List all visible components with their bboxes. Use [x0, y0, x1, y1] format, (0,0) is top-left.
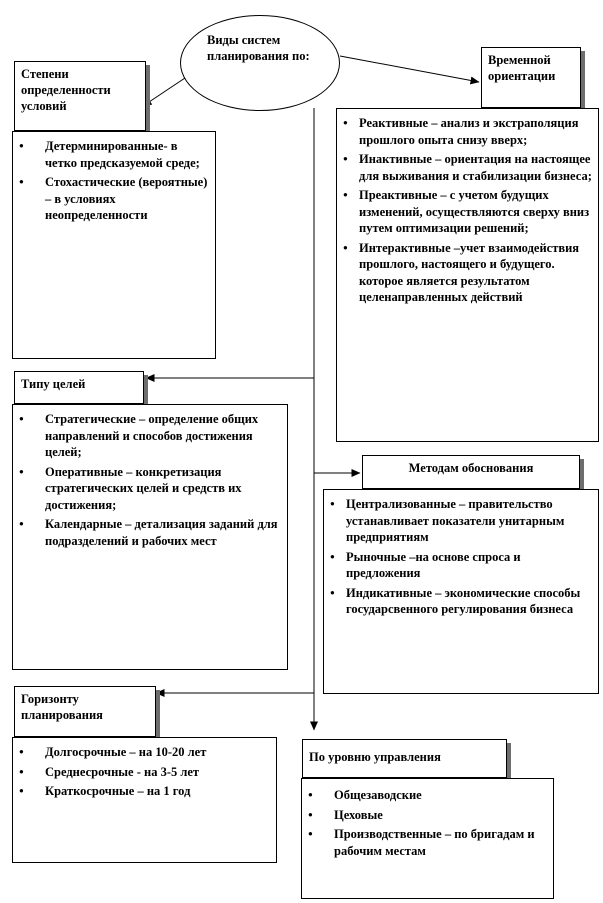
category-title-goal-type: [14, 371, 144, 404]
list-item: ● Индикативные – экономические способы государсвенного регулирования бизнеса: [330, 585, 592, 618]
list-item: ● Централизованные – правительство устанавливает показатели унитарным предприятиям: [330, 496, 592, 546]
list-item: ● Среднесрочные - на 3-5 лет: [19, 764, 270, 781]
center-label: Виды систем планирования по:: [207, 33, 310, 63]
category-list-justification: [323, 489, 599, 694]
list-item: ● Детерминированные- в четко предсказуемой среде;: [19, 138, 209, 171]
title-text: По уровню управления: [309, 750, 441, 764]
arrow-to-time-orientation: [340, 56, 479, 82]
item-list: [13, 405, 287, 549]
title-text: Степени определенности условий: [21, 67, 111, 113]
list-item: ● Производственные – по бригадам и рабочим местам: [308, 826, 547, 859]
category-title-management-level: [302, 739, 507, 778]
list-item: ● Реактивные – анализ и экстраполяция прошлого опыта снизу вверх;: [343, 115, 592, 148]
title-text: Временной ориентации: [488, 53, 556, 83]
list-item: ● Общезаводские: [308, 787, 547, 804]
list-item: ● Календарные – детализация заданий для подразделений и рабочих мест: [19, 516, 281, 549]
title-text: Горизонту планирования: [21, 692, 103, 722]
list-item: ● Краткосрочные – на 1 год: [19, 783, 270, 800]
list-item: ● Долгосрочные – на 10-20 лет: [19, 744, 270, 761]
item-list: [13, 132, 215, 224]
category-list-goal-type: [12, 404, 288, 670]
item-list: [337, 109, 598, 306]
category-title-time-orientation: [481, 47, 581, 108]
category-title-horizon: [14, 686, 156, 737]
category-list-time-orientation: [336, 108, 599, 442]
list-item: ● Преактивные – с учетом будущих изменений, осуществляются сверху вниз путем оптимизации решений;: [343, 187, 592, 237]
category-list-management-level: [301, 778, 554, 899]
item-list: [324, 490, 598, 618]
center-ellipse: [180, 15, 340, 111]
title-text: Типу целей: [21, 377, 86, 391]
list-item: ● Оперативные – конкретизация стратегических целей и средств их достижения;: [19, 464, 281, 514]
list-item: ● Цеховые: [308, 807, 547, 824]
list-item: ● Инактивные – ориентация на настоящее для выживания и стабилизации бизнеса;: [343, 151, 592, 184]
title-text: Методам обоснования: [408, 461, 534, 475]
list-item: ● Интерактивные –учет взаимодействия прошлого, настоящего и будущего. которое является результатом целенаправленных действий: [343, 240, 592, 306]
category-list-certainty: [12, 131, 216, 359]
item-list: [13, 738, 276, 800]
category-list-horizon: [12, 737, 277, 863]
item-list: [302, 779, 553, 859]
category-title-justification: [362, 455, 580, 489]
category-title-certainty: [14, 61, 146, 131]
list-item: ● Стратегические – определение общих направлений и способов достижения целей;: [19, 411, 281, 461]
list-item: ● Стохастические (вероятные) – в условиях неопределенности: [19, 174, 209, 224]
list-item: ● Рыночные –на основе спроса и предложения: [330, 549, 592, 582]
